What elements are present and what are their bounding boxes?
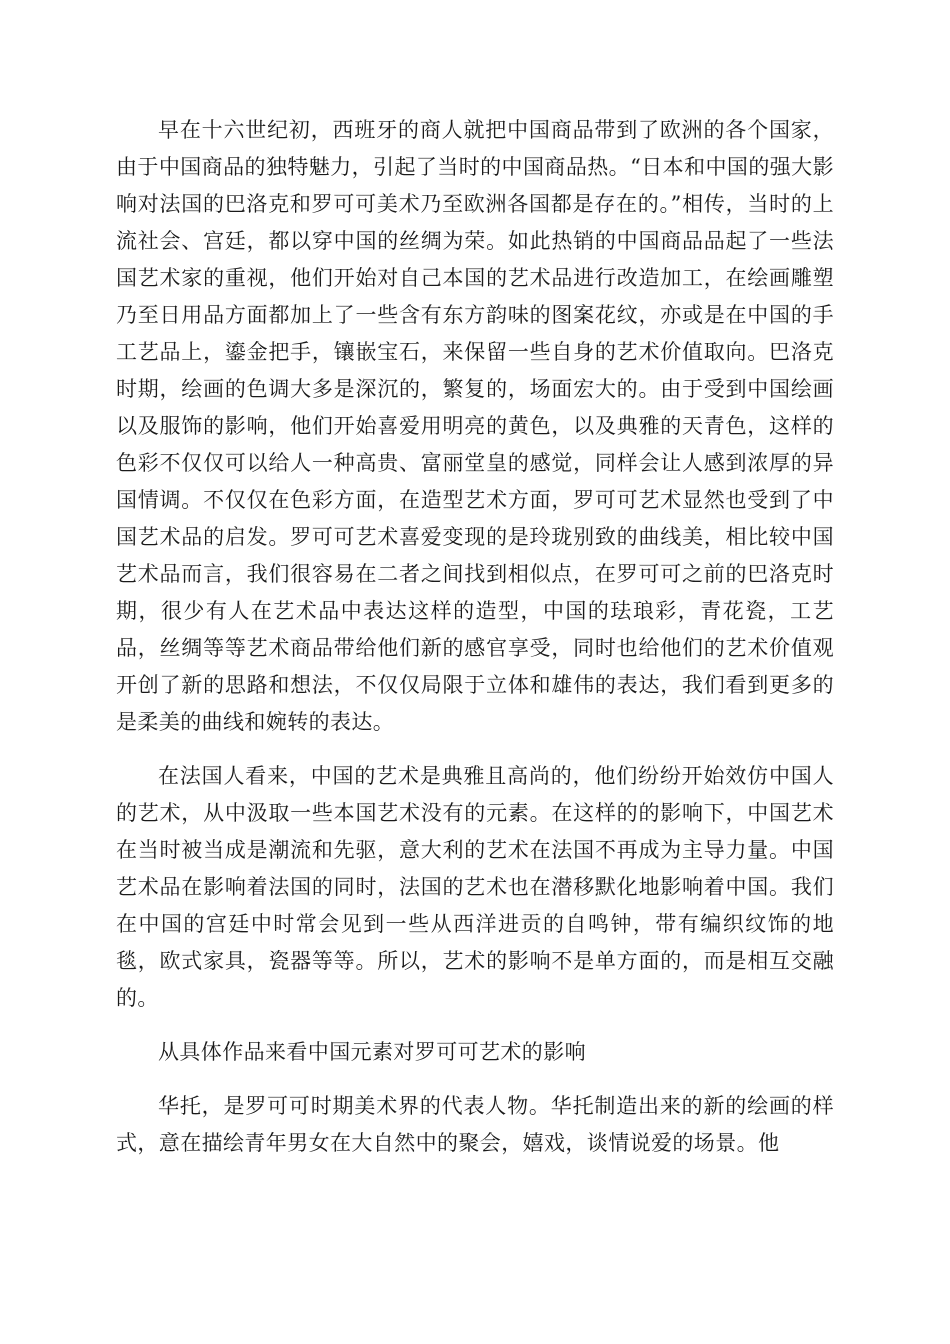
paragraph-french-view: 在法国人看来，中国的艺术是典雅且高尚的，他们纷纷开始效仿中国人的艺术，从中汲取一些本国艺术没有的元素。在这样的的影响下，中国艺术在当时被当成是潮流和先驱，意大利的艺术在法国不再成为主导力量。中国艺术品在影响着法国的同时，法国的艺术也在潜移默化地影响着中国。我们在中国的宫廷中时常会见到一些从西洋进贡的自鸣钟，带有编织纹饰的地毯，欧式家具，瓷器等等。所以，艺术的影响不是单方面的，而是相互交融的。 bbox=[116, 764, 834, 1010]
paragraph-watteau: 华托，是罗可可时期美术界的代表人物。华托制造出来的新的绘画的样式，意在描绘青年男女在大自然中的聚会，嬉戏，谈情说爱的场景。他 bbox=[116, 1094, 834, 1155]
paragraph-chinese-goods-influence: 早在十六世纪初，西班牙的商人就把中国商品带到了欧洲的各个国家，由于中国商品的独特魅力，引起了当时的中国商品热。“日本和中国的强大影响对法国的巴洛克和罗可可美术乃至欧洲各国都是存在的。”相传，当时的上流社会、宫廷，都以穿中国的丝绸为荣。如此热销的中国商品品起了一些法国艺术家的重视，他们开始对自己本国的艺术品进行改造加工，在绘画雕塑乃至日用品方面都加上了一些含有东方韵味的图案花纹，亦或是在中国的手工艺品上，鎏金把手，镶嵌宝石，来保留一些自身的艺术价值取向。巴洛克时期，绘画的色调大多是深沉的，繁复的，场面宏大的。由于受到中国绘画以及服饰的影响，他们开始喜爱用明亮的黄色，以及典雅的天青色，这样的色彩不仅仅可以给人一种高贵、富丽堂皇的感觉，同样会让人感到浓厚的异国情调。不仅仅在色彩方面，在造型艺术方面，罗可可艺术显然也受到了中国艺术品的启发。罗可可艺术喜爱变现的是玲珑别致的曲线美，相比较中国艺术品而言，我们很容易在二者之间找到相似点，在罗可可之前的巴洛克时期，很少有人在艺术品中表达这样的造型，中国的珐琅彩，青花瓷，工艺品，丝绸等等艺术商品带给他们新的感官享受，同时也给他们的艺术价值观开创了新的思路和想法，不仅仅局限于立体和雄伟的表达，我们看到更多的是柔美的曲线和婉转的表达。 bbox=[116, 118, 834, 734]
section-heading: 从具体作品来看中国元素对罗可可艺术的影响 bbox=[158, 1040, 586, 1064]
document-page bbox=[116, 112, 834, 1162]
